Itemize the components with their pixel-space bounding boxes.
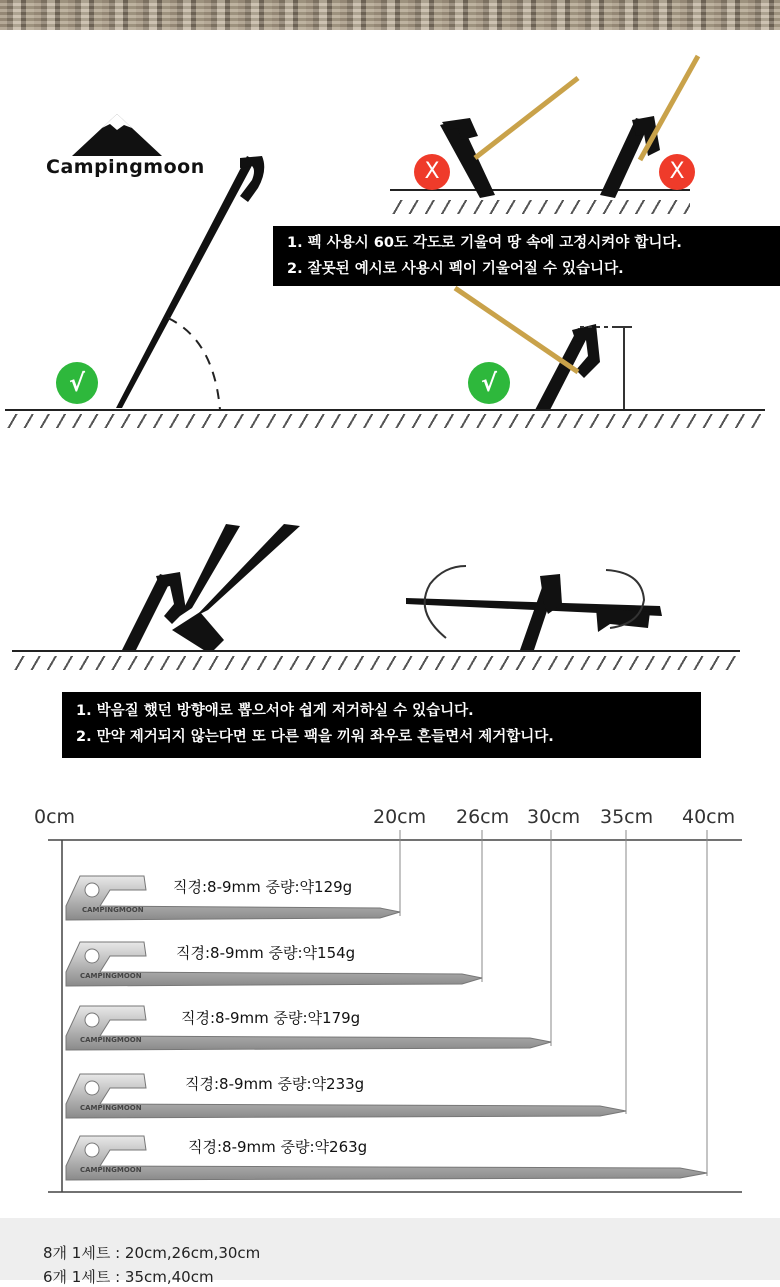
peg-spec-20cm: 직경:8-9mm 중량:약129g <box>173 878 353 896</box>
peg-40cm <box>66 1136 707 1180</box>
wrong-mark-icon: X <box>659 154 695 190</box>
set-info-panel <box>0 1218 780 1286</box>
ground-hatch-top <box>390 200 690 214</box>
peg-spec-35cm: 직경:8-9mm 중량:약233g <box>185 1075 365 1093</box>
peg-wrong-left <box>440 78 578 198</box>
scale-label-35cm: 35cm <box>600 806 654 828</box>
gravel-banner <box>0 0 780 30</box>
set-info-8pcs: 8개 1세트 : 20cm,26cm,30cm <box>43 1244 261 1262</box>
scale-label-0cm: 0cm <box>34 806 76 828</box>
angle-arc <box>168 318 220 410</box>
set-info-6pcs: 6개 1세트 : 35cm,40cm <box>43 1268 214 1286</box>
peg-engraving: CAMPINGMOON <box>80 1166 142 1174</box>
peg-correct-angle <box>116 156 264 408</box>
peg-engraving: CAMPINGMOON <box>80 1104 142 1112</box>
scale-label-40cm: 40cm <box>682 806 736 828</box>
ground-hatch-2 <box>12 656 740 670</box>
peg-removal-right <box>406 574 662 650</box>
correct-mark-icon: √ <box>56 362 98 404</box>
scale-label-30cm: 30cm <box>527 806 581 828</box>
peg-spec-30cm: 직경:8-9mm 중량:약179g <box>181 1009 361 1027</box>
scale-label-26cm: 26cm <box>456 806 510 828</box>
peg-engraving: CAMPINGMOON <box>80 1036 142 1044</box>
removal-diagram <box>0 520 780 650</box>
correct-mark-icon: √ <box>468 362 510 404</box>
peg-removal-left <box>122 524 300 650</box>
ground-line-2 <box>12 650 740 652</box>
wrong-mark-icon: X <box>414 154 450 190</box>
removal-notes <box>62 692 701 758</box>
usage-notes <box>273 226 780 286</box>
usage-note-1: 1. 펙 사용시 60도 각도로 기울여 땅 속에 고정시켜야 합니다. <box>287 235 682 251</box>
peg-spec-26cm: 직경:8-9mm 중량:약154g <box>176 944 356 962</box>
peg-engraving: CAMPINGMOON <box>82 906 144 914</box>
ground-line-1 <box>5 409 765 411</box>
peg-engraving: CAMPINGMOON <box>80 972 142 980</box>
usage-note-2: 2. 잘못된 예시로 사용시 펙이 기울어질 수 있습니다. <box>287 261 624 277</box>
peg-spec-40cm: 직경:8-9mm 중량:약263g <box>188 1138 368 1156</box>
brand-name: Campingmoon <box>46 156 205 178</box>
scale-label-20cm: 20cm <box>373 806 427 828</box>
ground-hatch-1 <box>5 414 765 428</box>
removal-note-2: 2. 만약 제거되지 않는다면 또 다른 팩을 끼워 좌우로 흔들면서 제거합니다. <box>76 729 554 745</box>
removal-note-1: 1. 박음질 했던 방향애로 뽑으서야 쉽게 저거하실 수 있습니다. <box>76 703 474 719</box>
